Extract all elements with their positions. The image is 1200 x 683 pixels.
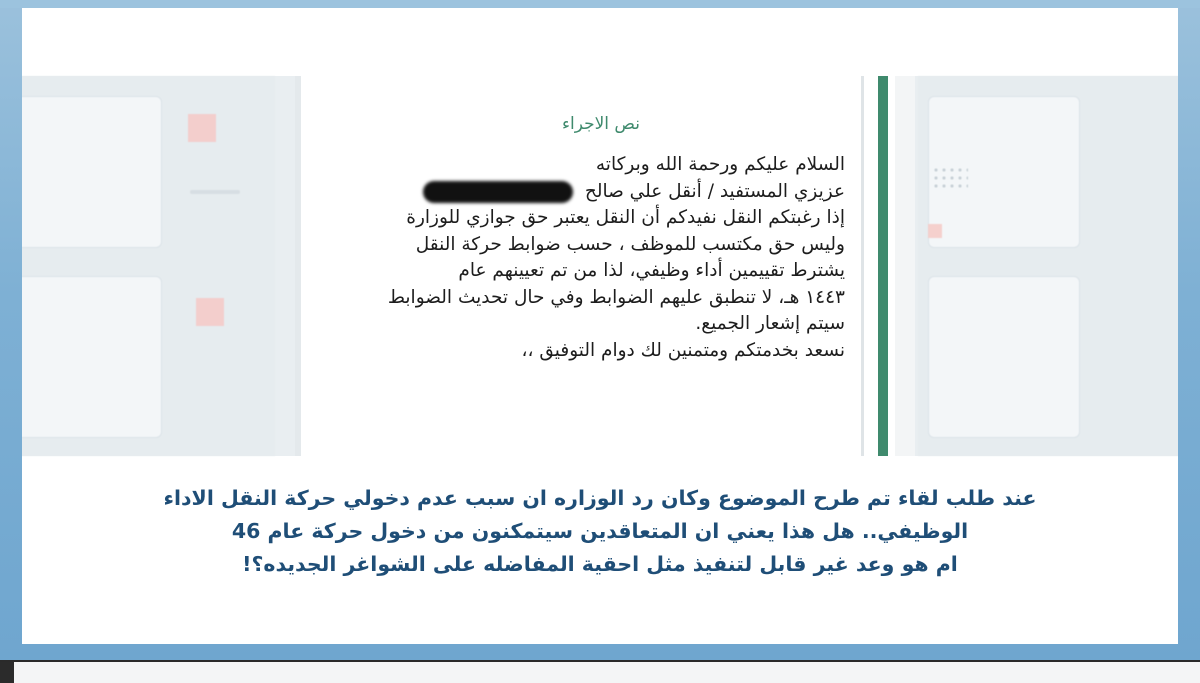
greeting-line: السلام عليكم ورحمة الله وبركاته (595, 154, 845, 175)
ghost-card (22, 96, 162, 248)
left-blurred-panel (22, 76, 275, 456)
ghost-card (22, 276, 162, 438)
ghost-line (190, 190, 240, 194)
recipient-line (325, 179, 845, 206)
document-body (325, 152, 845, 364)
doc-divider (861, 76, 864, 456)
screenshot-band (22, 76, 1178, 456)
body-line: سيتم إشعار الجميع. (695, 313, 845, 334)
procedure-document (295, 76, 915, 456)
redaction-mark (423, 181, 573, 203)
question-line: عند طلب لقاء تم طرح الموضوع وكان رد الوزاره ان سبب عدم دخولي حركة النقل الاداء (163, 486, 1037, 510)
recipient-name: أنقل علي صالح (584, 180, 702, 202)
question-line: ام هو وعد غير قابل لتنفيذ مثل احقية المفاضله على الشواغر الجديده؟! (242, 552, 958, 576)
ghost-red-square (188, 114, 216, 142)
doc-edge (895, 76, 915, 456)
doc-green-bar (878, 76, 888, 456)
body-line: إذا رغبتكم النقل نفيدكم أن النقل يعتبر حق جوازي للوزارة (406, 207, 845, 228)
closing-line: نسعد بخدمتكم ومتمنين لك دوام التوفيق ،، (521, 339, 845, 361)
right-blurred-panel (918, 76, 1178, 456)
slide (22, 8, 1178, 644)
question-line: الوظيفي.. هل هذا يعني ان المتعاقدين سيتمكنون من دخول حركة عام 46 (231, 519, 969, 543)
recipient-prefix: عزيزي المستفيد / (707, 180, 845, 202)
body-line: وليس حق مكتسب للموظف ، حسب ضوابط حركة النقل (415, 233, 845, 255)
ghost-red-square (928, 224, 942, 238)
doc-left-border (295, 76, 301, 456)
doc-content (325, 76, 855, 456)
body-line: يشترط تقييمين أداء وظيفي، لذا من تم تعيينهم عام (458, 260, 845, 281)
frame-top-strip (0, 0, 1200, 8)
ghost-card (928, 276, 1080, 438)
ghost-dot-grid (932, 166, 968, 192)
bottom-strip (0, 660, 1200, 683)
body-line: ١٤٤٣ هـ، لا تنطبق عليهم الضوابط وفي حال تحديث الضوابط (387, 286, 845, 308)
ghost-red-square (196, 298, 224, 326)
document-title: نص الاجراء (562, 114, 640, 134)
question-text (22, 482, 1178, 581)
